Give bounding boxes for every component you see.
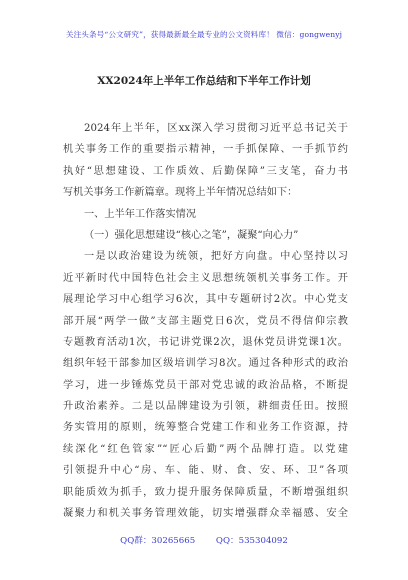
body-line: 展理论学习中心组学习6次，其中专题研讨2次。中心党支 [63,294,348,306]
body-line: 升政治素养。二是以品牌建设为引领，耕细责任田。按照 [63,401,348,413]
body-line: 机关事务工作的重要指示精神，一手抓保障、一手抓节约 [63,144,348,156]
body-line: 专题教育活动1次，书记讲党课2次，退休党员讲党课1次。 [63,336,348,348]
body-line: 一是以政治建设为统领，把好方向盘。中心坚持以习 [84,251,348,263]
body-line: 组织年轻干部参加区级培训学习8次。通过各种形式的政治 [63,358,348,370]
body-line: 学习，进一步锤炼党员干部对党忠诚的政治品格，不断提 [63,379,348,391]
footer-contact [0,534,408,546]
body-line: 引领提升中心“房、车、能、财、食、安、环、卫”各项 [63,465,348,477]
body-line: 凝聚力和机关事务管理效能，切实增强群众幸福感、安全 [63,508,348,520]
header-banner: 关注头条号“公文研究”，获得最新最全最专业的公文资料库！ 微信：gongwenyj [65,30,343,39]
body-line: 续深化“红色管家”“匠心后勤”两个品牌打造。以党建 [63,443,348,455]
footer-qq-group: QQ群：30265665 [120,536,196,546]
footer-qq: QQ：535304092 [215,536,288,546]
document-title: XX2024年上半年工作总结和下半年工作计划 [97,75,311,87]
body-line: 职能质效为抓手，致力提升服务保障质量，不断增强组织 [63,486,348,498]
body-line: 近平新时代中国特色社会主义思想统领机关事务工作。开 [63,272,348,284]
document-body [63,118,348,524]
body-line: 写机关事务工作新篇章。现将上半年情况总结如下： [63,187,298,199]
section-heading: 一、上半年工作落实情况 [84,208,197,220]
body-line: 务实管用的原则，统筹整合党建工作和业务工作资源，持 [63,422,348,434]
subsection-heading: （一）强化思想建设“核心之笔”，凝聚“向心力” [84,229,299,241]
body-line: 部开展“两学一做”支部主题党日6次，党员不得信仰宗教 [63,315,348,327]
body-line: 执好“思想建设、工作质效、后勤保障”三支笔，奋力书 [63,165,348,177]
body-line: 2024年上半年，区xx深入学习贯彻习近平总书记关于 [84,123,348,134]
